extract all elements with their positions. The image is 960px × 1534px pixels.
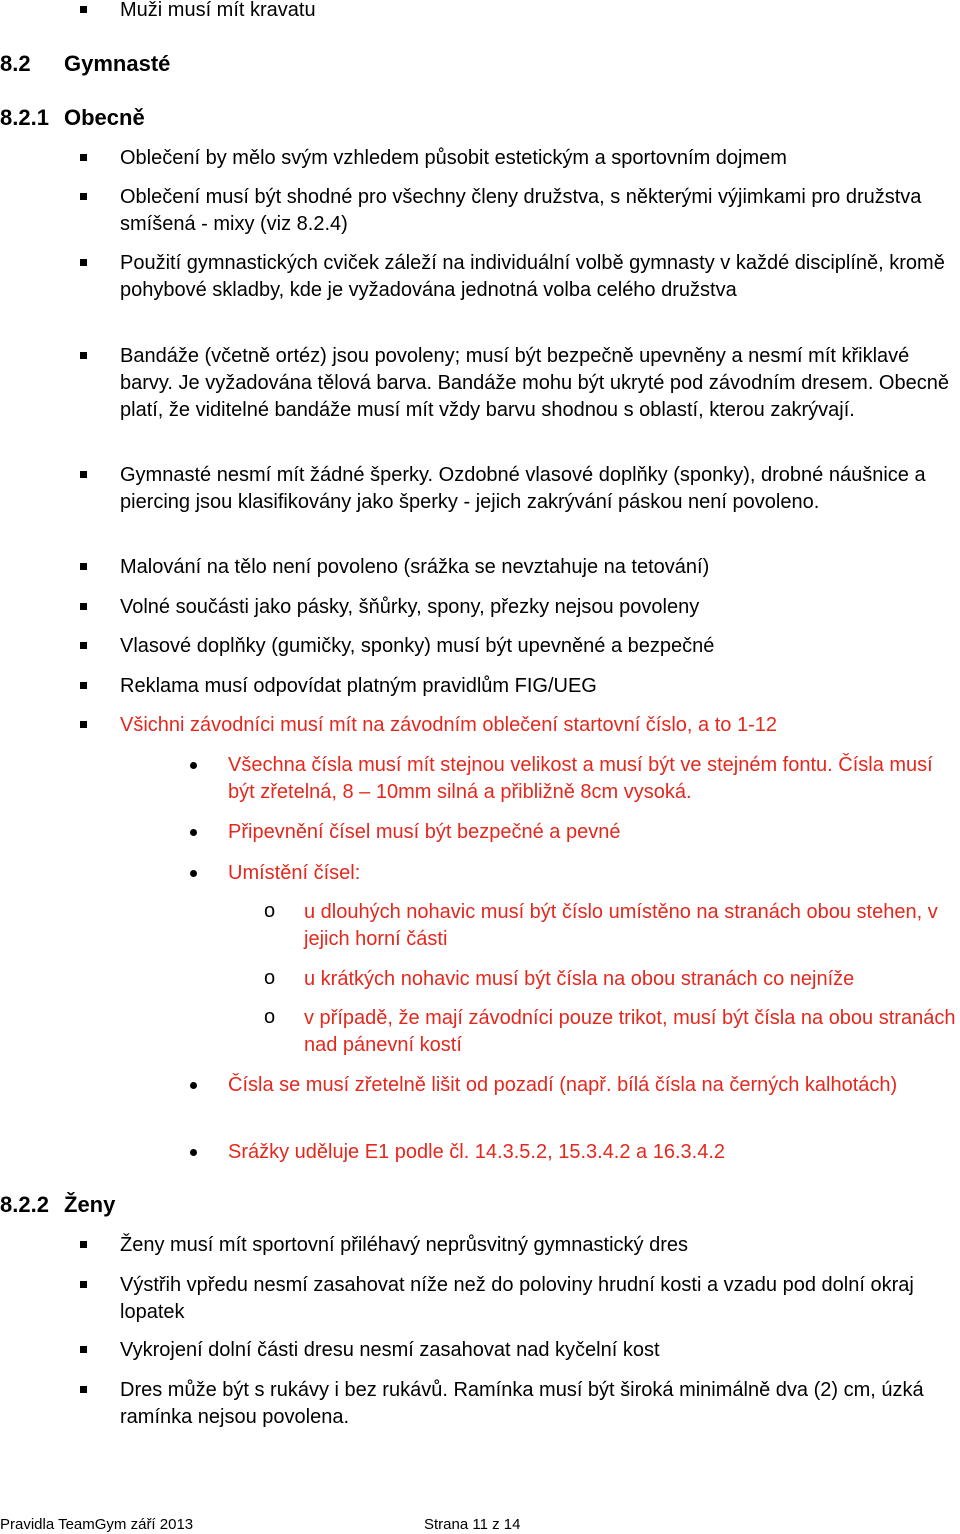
subsection-heading (0, 104, 145, 131)
bullet-square-icon (80, 259, 87, 266)
subsection-number: 8.2.2 (0, 1192, 49, 1217)
bullet-square-icon (80, 563, 87, 570)
sub-list-item: Všechna čísla musí mít stejnou velikost a musí být ve stejném fontu. Čísla musí být zřetelná, 8 – 10mm silná a přibližně 8cm vysoká. (228, 754, 933, 803)
bullet-square-icon (80, 471, 87, 478)
list-item: Ženy musí mít sportovní přiléhavý neprůsvitný gymnastický dres (120, 1234, 688, 1256)
subsection-title: Ženy (64, 1192, 116, 1217)
bullet-square-icon (80, 1386, 87, 1393)
list-item: Volné součásti jako pásky, šňůrky, spony, přezky nejsou povoleny (120, 596, 700, 618)
section-number: 8.2 (0, 51, 31, 76)
section-title: Gymnasté (64, 51, 171, 76)
bullet-square-icon (80, 603, 87, 610)
bullet-square-icon (80, 1346, 87, 1353)
list-item: Gymnasté nesmí mít žádné šperky. Ozdobné vlasové doplňky (sponky), drobné náušnice a piercing jsou klasifikovány jako šperky - jejich zakrývání páskou není povoleno. (120, 464, 926, 513)
sub-list-item: Umístění čísel: (228, 862, 361, 884)
bullet-square-icon (80, 154, 87, 161)
bullet-dot-icon (190, 870, 197, 877)
list-item: Oblečení musí být shodné pro všechny členy družstva, s některými výjimkami pro družstva smíšená - mixy (viz 8.2.4) (120, 186, 922, 235)
list-item: Výstřih vpředu nesmí zasahovat níže než do poloviny hrudní kosti a vzadu pod dolní okraj lopatek (120, 1274, 914, 1323)
bullet-square-icon (80, 1281, 87, 1288)
list-item: Reklama musí odpovídat platným pravidlům FIG/UEG (120, 675, 597, 697)
footer-page-number: Strana 11 z 14 (424, 1516, 521, 1533)
section-heading (0, 50, 170, 77)
list-item-highlighted: Všichni závodníci musí mít na závodním oblečení startovní číslo, a to 1-12 (120, 714, 777, 736)
list-item: Vlasové doplňky (gumičky, sponky) musí být upevněné a bezpečné (120, 635, 715, 657)
bullet-square-icon (80, 642, 87, 649)
bullet-square-icon (80, 721, 87, 728)
list-item: Oblečení by mělo svým vzhledem působit estetickým a sportovním dojmem (120, 147, 787, 169)
bullet-dot-icon (190, 1082, 197, 1089)
bullet-square-icon (80, 1241, 87, 1248)
nested-list-item: u krátkých nohavic musí být čísla na obou stranách co nejníže (304, 968, 855, 990)
bullet-square-icon (80, 6, 87, 13)
list-item: Bandáže (včetně ortéz) jsou povoleny; musí být bezpečně upevněny a nesmí mít křiklavé barvy. Je vyžadována tělová barva. Bandáže mohu být ukryté pod závodním dresem. Obecně platí, že viditelné bandáže musí mít vždy barvu shodnou s oblastí, kterou zakrývají. (120, 345, 949, 421)
list-item: Dres může být s rukávy i bez rukávů. Ramínka musí být široká minimálně dva (2) cm, úzká ramínka nejsou povolena. (120, 1379, 924, 1428)
list-item: Malování na tělo není povoleno (srážka se nevztahuje na tetování) (120, 556, 710, 578)
sub-list-item: Srážky uděluje E1 podle čl. 14.3.5.2, 15.3.4.2 a 16.3.4.2 (228, 1141, 726, 1163)
subsection-heading (0, 1191, 115, 1218)
bullet-dot-icon (190, 829, 197, 836)
nested-list-item: u dlouhých nohavic musí být číslo umístěno na stranách obou stehen, v jejich horní části (304, 901, 938, 950)
bullet-dot-icon (190, 1149, 197, 1156)
bullet-circle-icon: o (264, 1006, 276, 1028)
bullet-dot-icon (190, 762, 197, 769)
footer-left: Pravidla TeamGym září 2013 (0, 1516, 194, 1533)
subsection-number: 8.2.1 (0, 105, 49, 130)
bullet-circle-icon: o (264, 900, 276, 922)
bullet-circle-icon: o (264, 967, 276, 989)
list-item: Muži musí mít kravatu (120, 0, 316, 21)
subsection-title: Obecně (64, 105, 145, 130)
bullet-square-icon (80, 352, 87, 359)
bullet-square-icon (80, 193, 87, 200)
list-item: Použití gymnastických cviček záleží na individuální volbě gymnasty v každé disciplíně, kromě pohybové skladby, kde je vyžadována jednotná volba celého družstva (120, 252, 945, 301)
sub-list-item: Čísla se musí zřetelně lišit od pozadí (např. bílá čísla na černých kalhotách) (228, 1074, 898, 1096)
nested-list-item: v případě, že mají závodníci pouze trikot, musí být čísla na obou stranách nad pánevní kostí (304, 1007, 956, 1056)
list-item: Vykrojení dolní části dresu nesmí zasahovat nad kyčelní kost (120, 1339, 660, 1361)
bullet-square-icon (80, 682, 87, 689)
sub-list-item: Připevnění čísel musí být bezpečné a pevné (228, 821, 621, 843)
